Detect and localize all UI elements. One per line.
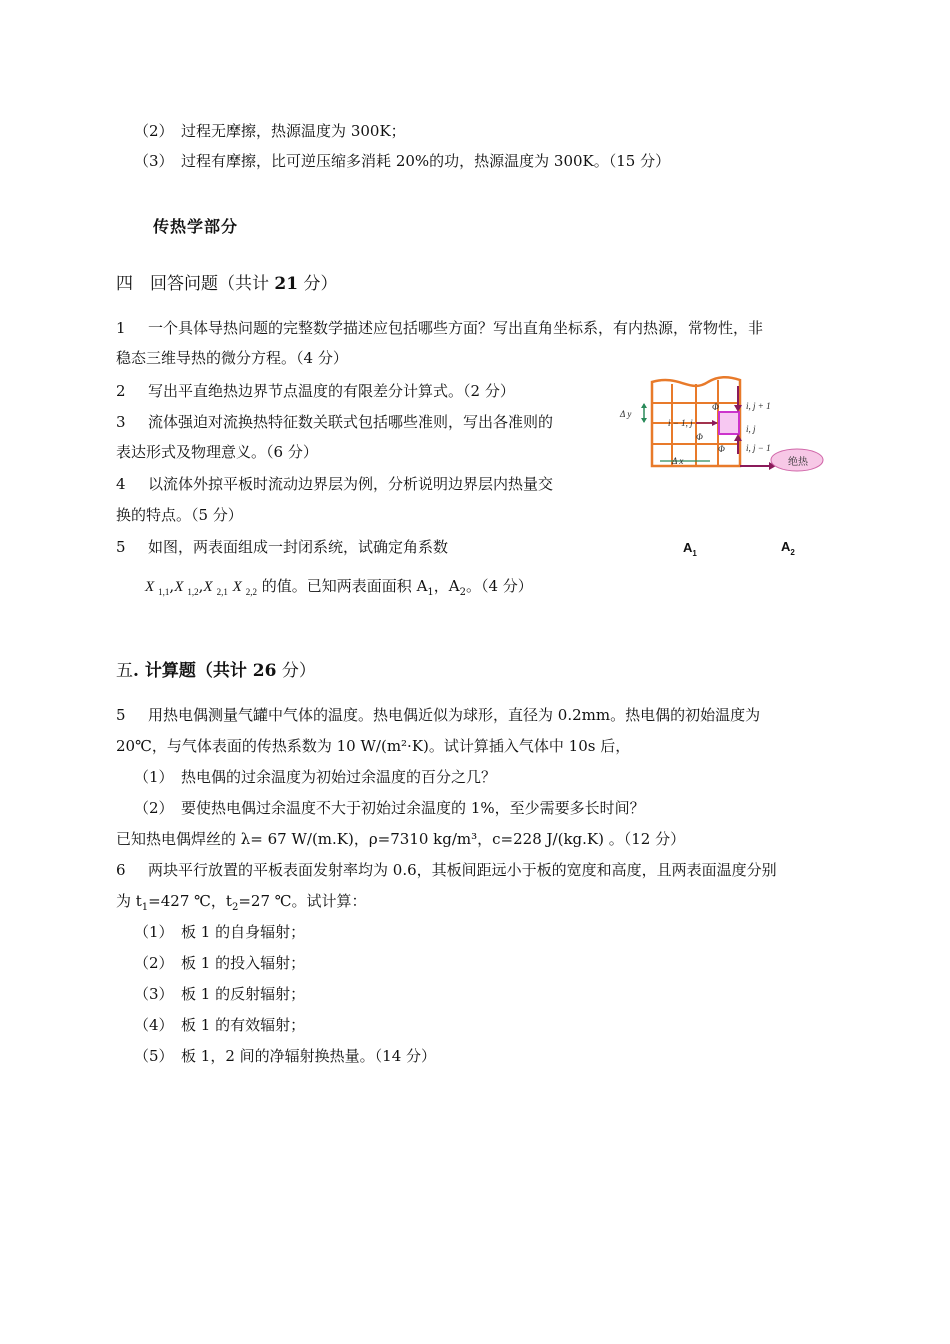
insulated-label: 绝热: [788, 457, 808, 468]
surface-a2-label: $A_2$: [781, 539, 795, 557]
part4-q3-text1: 流体强迫对流换热特征数关联式包括哪些准则，写出各准则的: [148, 413, 554, 431]
part5-q6-sub1: （1） 板 1 的自身辐射；: [134, 923, 306, 941]
part4-title-points: 21: [274, 274, 299, 294]
part5-q6-sub3: （3） 板 1 的反射辐射；: [134, 985, 306, 1003]
part4-q3-line1: [116, 412, 553, 432]
view-factor-x22: X $_{2,2}$: [232, 579, 258, 597]
surface-a1-label: $A_1$: [683, 540, 697, 558]
part5-q5-sub2: （2） 要使热电偶过余温度不大于初始过余温度的 1%，至少需要多长时间？: [134, 799, 645, 817]
part4-q2-text: 写出平直绝热边界节点温度的有限差分计算式。（2 分）: [148, 382, 515, 400]
part4-q5-line2: X $_{1,1}$,X $_{1,2}$,X $_{2,1}$ X $_{2,2}$ 的值。已知两表面面积 $A_1$，$A_2$。（4 分）: [145, 577, 533, 598]
part5-q5-sub1: （1） 热电偶的过余温度为初始过余温度的百分之几？: [134, 768, 497, 786]
part4-q5-tail: 的值。已知两表面面积 A: [257, 577, 428, 595]
part5-q6-number: 6: [116, 861, 126, 879]
label-delta-y: Δ y: [620, 409, 632, 419]
node-control-volume: [719, 412, 739, 434]
section-title: 传热学部分: [153, 217, 239, 236]
part5-q6-line1: [116, 860, 777, 880]
label-phi-bottom: Φ: [718, 444, 725, 454]
part4-q2: [116, 381, 515, 401]
intro-item-3: （3） 过程有摩擦，比可逆压缩多消耗 20%的功，热源温度为 300K。（15 分）: [134, 152, 671, 170]
part5-q6-sub2: （2） 板 1 的投入辐射；: [134, 954, 306, 972]
part4-q1-number: 1: [116, 319, 126, 337]
part4-q4-text1: 以流体外掠平板时流动边界层为例，分析说明边界层内热量交: [148, 475, 554, 493]
label-node-i-j: i, j: [746, 424, 756, 434]
part5-q6-sub4: （4） 板 1 的有效辐射；: [134, 1016, 306, 1034]
part4-q1-text1: 一个具体导热问题的完整数学描述应包括哪些方面？写出直角坐标系，有内热源，常物性，非: [148, 319, 764, 337]
part5-q5-number: 5: [116, 706, 126, 724]
part4-title-prefix: 四 回答问题（共计: [116, 274, 275, 294]
part5-q5-line2: 20℃，与气体表面的传热系数为 10 W/(m²·K)。试计算插入气体中 10s 后，: [116, 737, 631, 755]
part4-q5-line1: [116, 537, 448, 557]
intro-item-2: （2） 过程无摩擦，热源温度为 300K；: [134, 122, 406, 140]
part5-q6-sub5: （5） 板 1，2 间的净辐射换热量。（14 分）: [134, 1047, 437, 1065]
part4-q4-number: 4: [116, 475, 126, 493]
part5-q5-line1: [116, 705, 760, 725]
part5-q6-text1: 两块平行放置的平板表面发射率均为 0.6，其板间距远小于板的宽度和高度，且两表面温度分别: [148, 861, 777, 879]
label-node-i-j-minus-1: i, j − 1: [746, 443, 771, 453]
part4-q4-line1: [116, 474, 553, 494]
part5-q6-line2: 为 $t_1=427$ ℃，$t_2=27$ ℃。试计算：: [116, 892, 367, 913]
part4-q2-number: 2: [116, 382, 126, 400]
part5-q5-known: 已知热电偶焊丝的 λ= 67 W/(m.K)，ρ=7310 kg/m³，c=228 J/(kg.K) 。（12 分）: [116, 830, 686, 848]
part4-q1-line1: [116, 318, 763, 338]
part4-q3-number: 3: [116, 413, 126, 431]
label-phi-top: Φ: [712, 402, 719, 412]
part5-title: 五. 计算题（共计 26 分）: [116, 661, 316, 681]
part4-q5-text1: 如图，两表面组成一封闭系统，试确定角系数: [148, 538, 449, 556]
part5-q5-text1: 用热电偶测量气罐中气体的温度。热电偶近似为球形，直径为 0.2mm。热电偶的初始温度为: [148, 706, 761, 724]
label-phi-left: Φ: [696, 432, 703, 442]
part4-q3-line2: 表达形式及物理意义。（6 分）: [116, 443, 318, 461]
part4-title: [116, 274, 337, 294]
part4-q1-line2: 稳态三维导热的微分方程。（4 分）: [116, 349, 348, 367]
part4-title-suffix: 分）: [298, 274, 338, 294]
view-factor-x12: X $_{1,2}$: [174, 579, 199, 597]
label-delta-x: Δ x: [672, 456, 684, 466]
finite-difference-grid-figure: [610, 370, 840, 480]
view-factor-x11: X $_{1,1}$: [145, 579, 170, 597]
label-node-i-minus-1-j: i − 1, j: [668, 418, 693, 428]
label-node-i-j-plus-1: i, j + 1: [746, 401, 771, 411]
part5-title-points: 26: [252, 661, 277, 681]
view-factor-x21: X $_{2,1}$: [203, 579, 228, 597]
part4-q5-number: 5: [116, 538, 126, 556]
part4-q4-line2: 换的特点。（5 分）: [116, 506, 243, 524]
